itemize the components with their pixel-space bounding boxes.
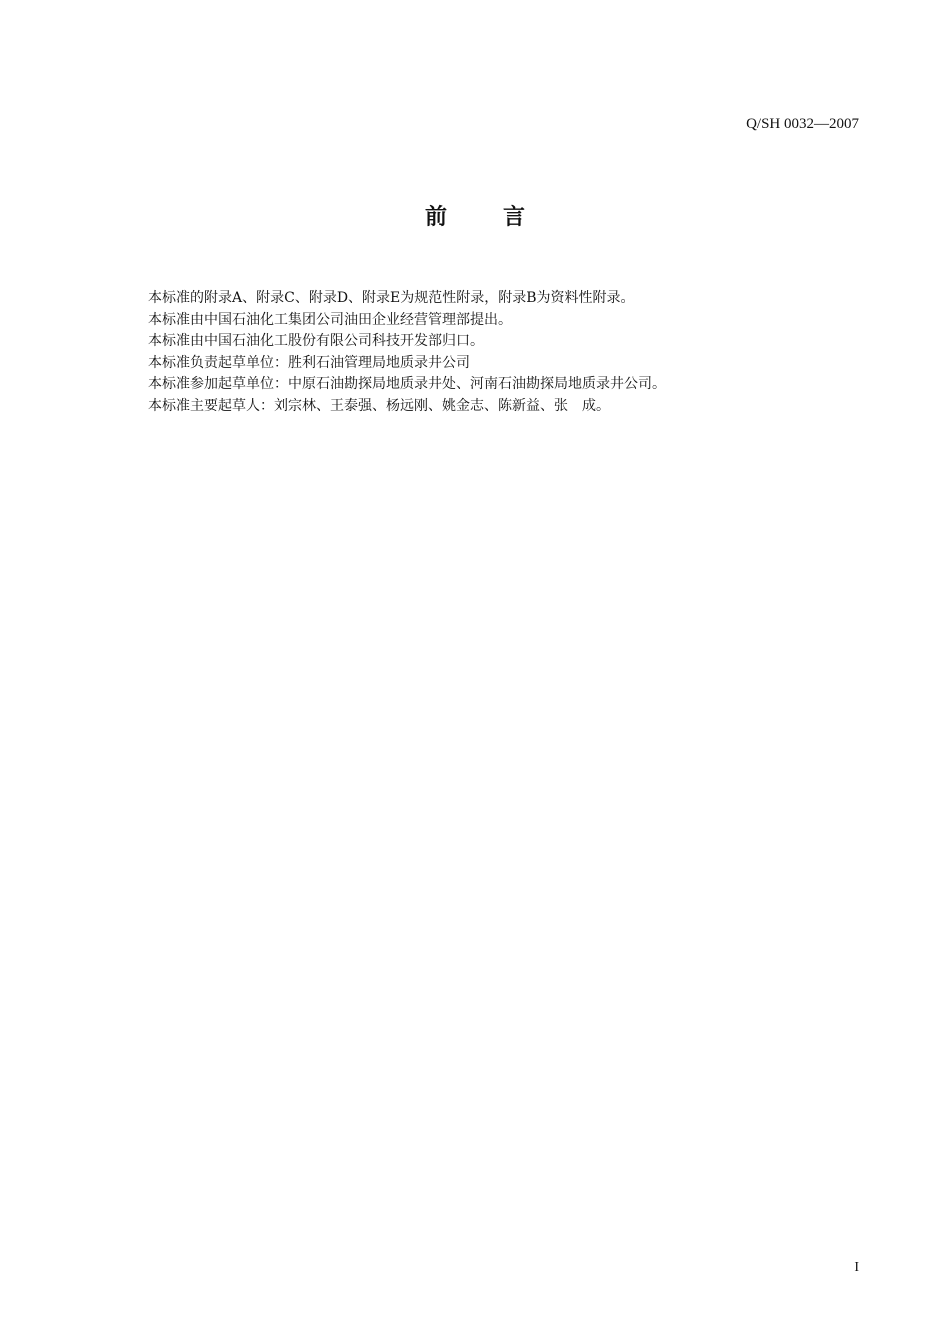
paragraph-centralized-by: 本标准由中国石油化工股份有限公司科技开发部归口。 — [148, 333, 484, 350]
page-title-char-1: 前 — [424, 205, 447, 230]
paragraph-main-drafters: 本标准主要起草人：刘宗林、王泰强、杨远刚、姚金志、陈新益、张 成。 — [148, 397, 610, 414]
page-number: I — [854, 1260, 859, 1275]
document-code: Q/SH 0032—2007 — [746, 116, 859, 132]
page-title-char-2: 言 — [503, 205, 526, 230]
page-title — [0, 203, 950, 233]
paragraph-participating-drafters: 本标准参加起草单位：中原石油勘探局地质录井处、河南石油勘探局地质录井公司。 — [148, 376, 666, 393]
foreword-body — [148, 288, 868, 418]
paragraph-appendix-types: 本标准的附录A、附录C、附录D、附录E为规范性附录，附录B为资料性附录。 — [148, 290, 635, 306]
paragraph-proposer: 本标准由中国石油化工集团公司油田企业经营管理部提出。 — [148, 311, 512, 328]
paragraph-responsible-drafter: 本标准负责起草单位：胜利石油管理局地质录井公司 — [148, 354, 470, 371]
